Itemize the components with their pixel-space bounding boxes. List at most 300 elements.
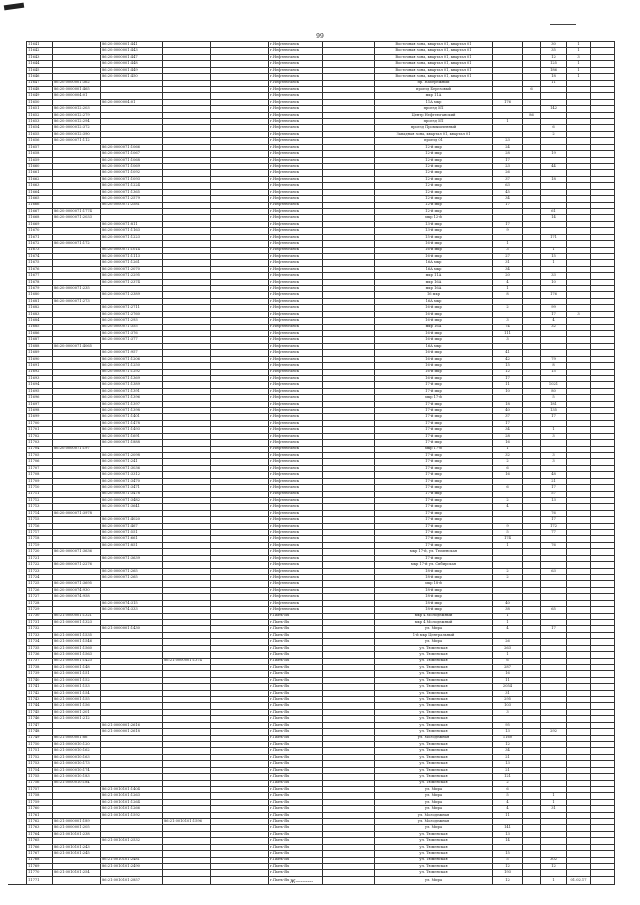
table-cell: Восточная зона, квартал 01, квартал 01 [375, 48, 493, 54]
table-cell [211, 876, 269, 884]
table-cell: г.Нефтеюганск [269, 189, 323, 195]
table-cell: 17-й мкр [375, 517, 493, 523]
table-cell: 11691 [27, 363, 53, 369]
table-cell: 80 [541, 388, 567, 394]
table-cell: г.Пыть-Ях [269, 690, 323, 696]
table-cell: 13 [541, 497, 567, 503]
table-cell: 86:21:0010101:1592 [101, 812, 163, 818]
table-cell: 86:20:0000071:2070 [101, 266, 163, 272]
table-cell: 1160 [493, 735, 523, 741]
table-cell: 18-й мкр [375, 568, 493, 574]
table-cell: 86:21:0000001:1323 [53, 619, 101, 625]
table-cell: 86:20:0000074:958 [53, 594, 101, 600]
table-cell: 86:20:0000071:1069 [101, 164, 163, 170]
table-cell: 11758 [27, 793, 53, 799]
table-cell: 11670 [27, 228, 53, 234]
table-cell: 11729 [27, 607, 53, 613]
table-cell: г.Нефтеюганск [269, 273, 323, 279]
table-cell: 5 [493, 793, 523, 799]
table-cell: 86:21:0000001:1535 [53, 632, 101, 638]
table-cell: мкр 4 Молодежный [375, 619, 493, 625]
table-cell: 86:20:0000071:2098 [101, 453, 163, 459]
table-cell: г.Нефтеюганск [269, 491, 323, 497]
table-cell: 11665 [27, 196, 53, 202]
table-cell: 86:20:0000071:4065 [53, 343, 101, 349]
table-cell: 01.02.17 [567, 876, 591, 884]
table-cell: 23 [493, 164, 523, 170]
table-cell: 86:21:0000001:189 [53, 819, 101, 825]
table-cell: мкр 4 Молодежный [375, 613, 493, 619]
table-cell: г.Нефтеюганск [269, 279, 323, 285]
table-cell: мкр 18-й [375, 581, 493, 587]
table-cell: 17-й мкр [375, 453, 493, 459]
table-cell: 6 [493, 786, 523, 792]
table-cell: 12-й мкр [375, 176, 493, 182]
table-cell: 86:20:0000012:203 [53, 106, 101, 112]
table-cell: 86:21:0000001:2618 [101, 729, 163, 735]
table-cell: 17-й мкр [375, 382, 493, 388]
table-cell: 1 [541, 793, 567, 799]
table-cell: г.Нефтеюганск [269, 504, 323, 510]
table-cell: 11694 [27, 382, 53, 388]
table-cell: 17-й мкр [375, 408, 493, 414]
table-cell: г.Нефтеюганск [269, 478, 323, 484]
table-cell: 11647 [27, 80, 53, 86]
table-cell: г.Нефтеюганск [269, 401, 323, 407]
table-cell: 11764 [27, 831, 53, 837]
table-cell: 11644 [27, 61, 53, 67]
table-cell: г.Пыть-Ях [269, 806, 323, 812]
table-cell: 17 [493, 202, 523, 208]
table-cell: 17-й мкр [375, 401, 493, 407]
table-cell: 11672 [27, 241, 53, 247]
table-cell: г.Нефтеюганск [269, 48, 323, 54]
table-cell: 11713 [27, 504, 53, 510]
table-cell: ул. Тюменская [375, 652, 493, 658]
table-cell: 11699 [27, 414, 53, 420]
table-cell: 86:20:0000071:1691 [101, 433, 163, 439]
table-cell: г.Нефтеюганск [269, 395, 323, 401]
table-cell: 86:21:0010101:1596 [163, 819, 211, 825]
table-cell: 76 [541, 542, 567, 548]
table-cell: 1 [541, 260, 567, 266]
table-cell: 11669 [27, 221, 53, 227]
table-cell: 17 [541, 517, 567, 523]
table-cell: проезд 01 [375, 138, 493, 144]
table-cell: г.Нефтеюганск [269, 549, 323, 555]
table-cell: ул. Тюменская [375, 709, 493, 715]
table-cell: 11718 [27, 536, 53, 542]
table-cell: г.Нефтеюганск [269, 497, 323, 503]
table-cell: 4 [493, 279, 523, 285]
table-cell: 11709 [27, 478, 53, 484]
table-cell: 17-й мкр [375, 459, 493, 465]
table-cell: 142 [541, 106, 567, 112]
table-cell: г.Нефтеюганск [269, 138, 323, 144]
table-cell: 86:20:0000071:2374 [101, 279, 163, 285]
table-cell: 1 [493, 619, 523, 625]
table-cell: ул. Тюменская [375, 851, 493, 857]
table-cell: 11726 [27, 587, 53, 593]
table-cell: 16А мкр [375, 260, 493, 266]
table-cell: 1 [493, 652, 523, 658]
table-cell: 44 [541, 164, 567, 170]
table-cell: 12-й мкр [375, 196, 493, 202]
table-cell: Восточная зона, квартал 01, квартал 01 [375, 67, 493, 73]
table-cell: 11707 [27, 465, 53, 471]
table-cell: 11695 [27, 388, 53, 394]
table-cell: 86:20:0000071:3482 [101, 497, 163, 503]
table-cell [53, 876, 101, 884]
table-cell: проезд 5П [375, 106, 493, 112]
page-number: 99 [316, 33, 324, 40]
table-cell: г.Пыть-Ях [269, 735, 323, 741]
table-cell: 18-й мкр [375, 594, 493, 600]
table-cell: 86:20:0000071:3639 [101, 555, 163, 561]
table-cell: г.Нефтеюганск [269, 382, 323, 388]
table-cell: 86:20:0000071:957 [101, 350, 163, 356]
table-cell: мкр 11А [375, 93, 493, 99]
table-cell: 16-й мкр [375, 337, 493, 343]
table-cell: 15-й мкр [375, 234, 493, 240]
table-cell: 86:20:0000071:1014 [101, 247, 163, 253]
table-cell: 17-й мкр [375, 427, 493, 433]
table-cell: ул. Тюменская [375, 703, 493, 709]
table-cell: г.Нефтеюганск [269, 106, 323, 112]
table-cell: ул. Тюменская [375, 729, 493, 735]
table-cell: 174 [493, 536, 523, 542]
table-cell: 11741 [27, 684, 53, 690]
table-cell: 86:21:0000010:162 [53, 748, 101, 754]
table-cell [323, 876, 375, 884]
table-cell: 1 [567, 42, 591, 48]
table-cell: 16-й мкр [375, 369, 493, 375]
table-cell: г.Нефтеюганск [269, 587, 323, 593]
table-cell: 86:21:0000001:155 [53, 697, 101, 703]
table-cell: 57 [541, 491, 567, 497]
table-cell: 11671 [27, 234, 53, 240]
table-cell: 16А мкр [375, 266, 493, 272]
table-cell: 11727 [27, 594, 53, 600]
table-cell: ул. Мира [375, 825, 493, 831]
table-cell: г.Нефтеюганск [269, 343, 323, 349]
table-cell: 86:21:0010101:2481 [101, 857, 163, 863]
table-cell: 86:20:0000071:851 [101, 542, 163, 548]
table-cell: 11771 [27, 876, 53, 884]
table-cell: 26 [493, 639, 523, 645]
table-cell: г.Нефтеюганск [269, 575, 323, 581]
table-cell: 2054 [493, 684, 523, 690]
table-cell: 17-й мкр [375, 504, 493, 510]
table-cell: 86:20:0000071:1292 [101, 369, 163, 375]
table-cell: г.Нефтеюганск [269, 446, 323, 452]
table-cell: 6 [493, 485, 523, 491]
table-cell: 287 [493, 664, 523, 670]
table-cell: 86:21:0000010:183 [53, 774, 101, 780]
table-cell: 11704 [27, 446, 53, 452]
table-cell: 42 [493, 356, 523, 362]
table-cell: г.Нефтеюганск [269, 607, 323, 613]
table-cell: 11687 [27, 337, 53, 343]
table-cell: 11769 [27, 864, 53, 870]
table-cell: 11744 [27, 703, 53, 709]
table-cell: 12 [493, 864, 523, 870]
table-cell: 5 [493, 530, 523, 536]
table-cell: 11661 [27, 170, 53, 176]
table-cell: г.Нефтеюганск [269, 324, 323, 330]
table-cell: 6 [541, 125, 567, 131]
table-cell: 2 [493, 459, 523, 465]
table-cell [163, 876, 211, 884]
table-cell: ул. Тюменская [375, 671, 493, 677]
table-cell: 11762 [27, 819, 53, 825]
table-cell: 11642 [27, 48, 53, 54]
table-cell: г.Нефтеюганск [269, 459, 323, 465]
table-cell: 86:20:0000001:362 [53, 80, 101, 86]
table-cell: 86:20:0000071:811 [101, 221, 163, 227]
table-cell: 86:20:0000071:2579 [101, 196, 163, 202]
table-cell: 34 [493, 748, 523, 754]
table-cell: 11697 [27, 401, 53, 407]
table-cell: 18 [541, 176, 567, 182]
table-cell: 12 [493, 876, 523, 884]
table-cell: 86:20:0000071:1223 [101, 234, 163, 240]
table-cell: 12 [541, 864, 567, 870]
table-cell: 26 [493, 170, 523, 176]
table-cell: мкр 17-й [375, 446, 493, 452]
table-cell: 17-й мкр [375, 465, 493, 471]
table-cell: 11734 [27, 639, 53, 645]
table-cell: 86:20:0000071:1206 [101, 356, 163, 362]
table-cell: г.Нефтеюганск [269, 363, 323, 369]
table-cell: г.Пыть-Ях [269, 799, 323, 805]
table-cell: 11643 [27, 54, 53, 60]
table-cell: г.Пыть-Ях [269, 844, 323, 850]
table-cell: 34 [493, 427, 523, 433]
table-cell: 11684 [27, 318, 53, 324]
table-cell: 38 [493, 607, 523, 613]
table-cell: 5 [493, 857, 523, 863]
table-cell: 17-й мкр [375, 420, 493, 426]
table-cell: 11 [541, 80, 567, 86]
table-cell: ул. Тюменская [375, 838, 493, 844]
table-cell: 11658 [27, 151, 53, 157]
table-cell: ул. Тюменская [375, 664, 493, 670]
footer-signature: Ж—------- [290, 879, 314, 885]
table-cell: 11737 [27, 658, 53, 664]
table-cell: 86:20:0000004:01 [101, 99, 163, 105]
table-cell: 86:20:0000071:3470 [101, 478, 163, 484]
table-cell: ул. Тюменская [375, 831, 493, 837]
table-cell: 86:21:0000001:154 [53, 690, 101, 696]
table-cell: г.Нефтеюганск [269, 208, 323, 214]
table-cell: г.Нефтеюганск [269, 523, 323, 529]
table-cell: 86:20:0000071:235 [53, 286, 101, 292]
table-cell: г.Пыть-Ях [269, 851, 323, 857]
table-cell: г.Нефтеюганск [269, 74, 323, 80]
table-cell: ул. Тюменская [375, 741, 493, 747]
table-cell: 11646 [27, 74, 53, 80]
table-cell: г.Пыть-Ях [269, 677, 323, 683]
table-cell: 3 [541, 433, 567, 439]
table-cell: 19 [541, 151, 567, 157]
table-cell: 18-й мкр [375, 607, 493, 613]
table-cell: ул. Тюменская [375, 774, 493, 780]
table-cell [591, 876, 615, 884]
table-cell: ул. Тюменская [375, 864, 493, 870]
table-cell: г.Нефтеюганск [269, 420, 323, 426]
table-cell: 1 [567, 67, 591, 73]
table-cell: 86:21:0000001:1430 [101, 626, 163, 632]
table-cell: 86:20:0000071:1066 [101, 144, 163, 150]
table-cell: 16-й мкр [375, 318, 493, 324]
table-cell: г.Нефтеюганск [269, 568, 323, 574]
table-cell: 86:20:0000071:3312 [101, 472, 163, 478]
table-cell: ул. Тюменская [375, 684, 493, 690]
table-cell: 86:21:0000001:1563 [53, 652, 101, 658]
table-cell: 86:20:0000071:661 [101, 536, 163, 542]
table-cell: г.Нефтеюганск [269, 42, 323, 48]
table-cell: г.Пыть-Ях [269, 619, 323, 625]
table-cell: 11705 [27, 453, 53, 459]
table-cell: г.Нефтеюганск [269, 530, 323, 536]
table-cell: 11765 [27, 838, 53, 844]
table-cell: 11751 [27, 748, 53, 754]
table-cell: г.Нефтеюганск [269, 311, 323, 317]
table-cell: 11 [493, 812, 523, 818]
table-cell: ул. Тюменская [375, 645, 493, 651]
table-cell: 14 [541, 215, 567, 221]
table-cell: ул. Тюменская [375, 844, 493, 850]
table-cell: 86:21:0000001:201 [53, 709, 101, 715]
table-cell: 86:20:0000071:355 [101, 324, 163, 330]
table-cell: 11738 [27, 664, 53, 670]
table-cell: 16А мкр [375, 298, 493, 304]
table-cell: 11757 [27, 786, 53, 792]
table-cell: 86:20:0000071:3478 [101, 491, 163, 497]
table-cell: 86:20:0000071:3978 [53, 510, 101, 516]
table-cell: 3 [493, 318, 523, 324]
table-cell: 11752 [27, 754, 53, 760]
table-cell: 1 [541, 876, 567, 884]
table-cell: г.Нефтеюганск [269, 241, 323, 247]
table-cell: 23 [493, 138, 523, 144]
table-cell: ул. Тюменская [375, 677, 493, 683]
table-cell: г.Пыть-Ях [269, 741, 323, 747]
table-cell: 86:20:0000071:2295 [101, 273, 163, 279]
table-cell: 11731 [27, 619, 53, 625]
table-cell: 13-й мкр [375, 228, 493, 234]
table-cell: ул. Молодежная [375, 812, 493, 818]
table-cell: г.Нефтеюганск [269, 151, 323, 157]
table-cell: ул. Мира [375, 793, 493, 799]
table-cell: 11736 [27, 652, 53, 658]
table-cell: мкр 16А [375, 324, 493, 330]
table-cell: 86:21:0000001:156 [53, 703, 101, 709]
table-cell: 21 [493, 754, 523, 760]
table-cell: 17-й мкр [375, 414, 493, 420]
table-cell: г.Нефтеюганск [269, 472, 323, 478]
table-cell: г.Пыть-Ях [269, 876, 323, 884]
table-cell: г.Пыть-Ях [269, 722, 323, 728]
table-cell: проезд Промышленный [375, 125, 493, 131]
table-cell: 11740 [27, 677, 53, 683]
table-cell: 14 [493, 838, 523, 844]
table-cell: г.Нефтеюганск [269, 93, 323, 99]
table-cell: 86:21:0010101:243 [53, 844, 101, 850]
table-cell: г.Пыть-Ях [269, 864, 323, 870]
table-cell: 35 [541, 48, 567, 54]
table-cell: 63 [541, 568, 567, 574]
table-cell: 86:20:0000071:1888 [101, 440, 163, 446]
table-cell: мкр 17-й [375, 395, 493, 401]
table-cell: г.Нефтеюганск [269, 453, 323, 459]
table-cell: 21 [493, 767, 523, 773]
table-cell: 111 [493, 330, 523, 336]
table-cell: 11722 [27, 562, 53, 568]
table-cell: 1 [541, 799, 567, 805]
table-cell: г.Нефтеюганск [269, 485, 323, 491]
table-cell: 11677 [27, 273, 53, 279]
table-cell: 13 [493, 761, 523, 767]
table-cell: 40 [493, 408, 523, 414]
table-cell: ул. Тюменская [375, 658, 493, 664]
table-cell: 86:21:0000001:153 [53, 684, 101, 690]
table-cell: г.Пыть-Ях [269, 774, 323, 780]
table-cell: г.Нефтеюганск [269, 125, 323, 131]
table-cell: 21 [541, 478, 567, 484]
table-cell: г.Пыть-Ях [269, 870, 323, 876]
table-cell: г.Нефтеюганск [269, 266, 323, 272]
table-cell [523, 876, 541, 884]
table-cell: 86:20:0000071:265 [101, 575, 163, 581]
table-cell: 11680 [27, 292, 53, 298]
table-cell: ул. Мира [375, 639, 493, 645]
table-cell: ул. Мира [375, 799, 493, 805]
table-cell: 13 [493, 729, 523, 735]
table-cell: г.Нефтеюганск [269, 183, 323, 189]
table-cell: 11641 [27, 42, 53, 48]
table-cell: 11702 [27, 433, 53, 439]
table-cell: 86:20:0000074:315 [101, 600, 163, 606]
table-cell: 15 [541, 369, 567, 375]
table-cell: 11678 [27, 279, 53, 285]
table-cell: 11650 [27, 99, 53, 105]
table-cell: г.Нефтеюганск [269, 375, 323, 381]
table-cell: 8 [493, 292, 523, 298]
table-cell: 86:20:0000071:1401 [101, 414, 163, 420]
table-cell: 11725 [27, 581, 53, 587]
table-cell: 11715 [27, 517, 53, 523]
table-cell: 86:20:0000071:1093 [101, 176, 163, 182]
table-cell: 11712 [27, 497, 53, 503]
table-cell: г.Нефтеюганск [269, 253, 323, 259]
table-cell: 86:20:0000071:2581 [101, 202, 163, 208]
table-cell: проезд Березовый [375, 86, 493, 92]
table-cell: г.Нефтеюганск [269, 228, 323, 234]
table-cell: 86:20:0000071:241 [101, 459, 163, 465]
table-cell: 3 [567, 311, 591, 317]
table-cell: 12-й мкр [375, 157, 493, 163]
table-cell: 6 [523, 86, 541, 92]
table-cell: 86:21:0010101:2532 [101, 838, 163, 844]
table-cell: г.Нефтеюганск [269, 164, 323, 170]
table-cell: 86:20:0000071:1250 [101, 363, 163, 369]
table-cell: 16-й мкр [375, 241, 493, 247]
table-cell: 1 [493, 446, 523, 452]
table-cell: 11668 [27, 215, 53, 221]
table-cell: 17-й мкр [375, 433, 493, 439]
